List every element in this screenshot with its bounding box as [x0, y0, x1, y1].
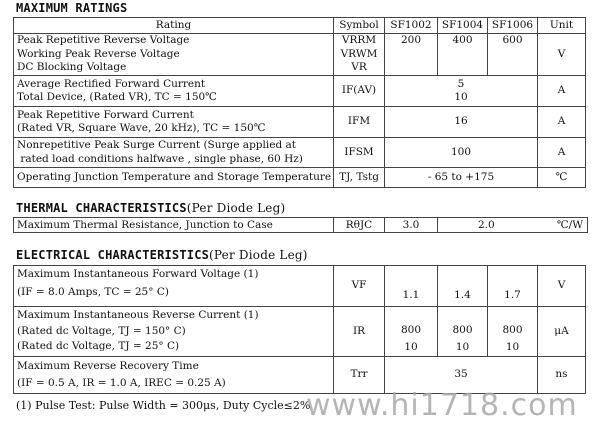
value-cell: 1.1	[385, 266, 438, 307]
table-row	[14, 218, 588, 233]
symbol-cell: IF(AV)	[334, 76, 385, 107]
value-cell: 5 10	[385, 76, 538, 107]
rating-cell: Nonrepetitive Peak Surge Current (Surge applied at rated load conditions halfwave , single phase, 60 Hz)	[14, 138, 334, 168]
max-ratings-heading: MAXIMUM RATINGS	[16, 1, 128, 15]
watermark: www.hi1718.com	[306, 388, 578, 423]
value-cell: 800 10	[488, 307, 538, 357]
table-row	[14, 138, 586, 168]
thermal-table	[13, 217, 588, 233]
value-cell: 100	[385, 138, 538, 168]
value-cell: 600	[488, 34, 538, 76]
rating-cell: Maximum Instantaneous Forward Voltage (1) (IF = 8.0 Amps, TC = 25° C)	[14, 266, 334, 307]
rating-cell: Peak Repetitive Forward Current (Rated VR, Square Wave, 20 kHz), TC = 150℃	[14, 107, 334, 138]
symbol-cell: RθJC	[334, 218, 385, 233]
unit-cell: μA	[538, 307, 586, 357]
col-header-sf1004: SF1004	[438, 18, 488, 34]
rating-cell: Maximum Thermal Resistance, Junction to Case	[14, 218, 334, 233]
rating-cell: Maximum Reverse Recovery Time (IF = 0.5 A, IR = 1.0 A, IREC = 0.25 A)	[14, 357, 334, 394]
value-cell: - 65 to +175	[385, 168, 538, 188]
col-header-sf1006: SF1006	[488, 18, 538, 34]
symbol-cell: VRRM VRWM VR	[334, 34, 385, 76]
rating-cell: Maximum Instantaneous Reverse Current (1) (Rated dc Voltage, TJ = 150° C) (Rated dc Voltage, TJ = 25° C)	[14, 307, 334, 357]
table-row	[14, 168, 586, 188]
value-cell: 800 10	[385, 307, 438, 357]
col-header-sf1002: SF1002	[385, 18, 438, 34]
electrical-table	[13, 265, 586, 394]
max-ratings-table	[13, 17, 586, 188]
value-cell: 1.7	[488, 266, 538, 307]
value-cell: 3.0	[385, 218, 438, 233]
unit-cell: A	[538, 107, 586, 138]
symbol-cell: TJ, Tstg	[334, 168, 385, 188]
table-row	[14, 34, 586, 76]
value-cell: 400	[438, 34, 488, 76]
value-cell: 16	[385, 107, 538, 138]
unit-cell: A	[538, 76, 586, 107]
value-cell: 35	[385, 357, 538, 394]
rating-cell: Average Rectified Forward Current Total Device, (Rated VR), TC = 150℃	[14, 76, 334, 107]
table-row	[14, 266, 586, 307]
symbol-cell: Trr	[334, 357, 385, 394]
symbol-cell: IFM	[334, 107, 385, 138]
unit-cell: ℃	[538, 168, 586, 188]
col-header-symbol: Symbol	[334, 18, 385, 34]
unit-cell: V	[538, 34, 586, 76]
value-cell: 2.0 ℃/W	[438, 218, 588, 233]
unit-cell: ns	[538, 357, 586, 394]
symbol-cell: VF	[334, 266, 385, 307]
value-cell: 800 10	[438, 307, 488, 357]
rating-cell: Peak Repetitive Reverse Voltage Working Peak Reverse Voltage DC Blocking Voltage	[14, 34, 334, 76]
symbol-cell: IFSM	[334, 138, 385, 168]
table-row	[14, 307, 586, 357]
rating-cell: Operating Junction Temperature and Storage Temperature	[14, 168, 334, 188]
table-row	[14, 107, 586, 138]
electrical-heading: ELECTRICAL CHARACTERISTICS(Per Diode Leg)	[16, 248, 308, 262]
col-header-unit: Unit	[538, 18, 586, 34]
unit-cell: ℃/W	[556, 219, 583, 231]
electrical-subheading: (Per Diode Leg)	[209, 248, 308, 262]
unit-cell: V	[538, 266, 586, 307]
value-cell: 1.4	[438, 266, 488, 307]
value-cell: 200	[385, 34, 438, 76]
pulse-test-footnote: (1) Pulse Test: Pulse Width = 300μs, Duty Cycle≤2%	[16, 399, 311, 412]
table-row	[14, 76, 586, 107]
symbol-cell: IR	[334, 307, 385, 357]
thermal-subheading: (Per Diode Leg)	[186, 201, 286, 215]
unit-cell: A	[538, 138, 586, 168]
thermal-heading: THERMAL CHARACTERISTICS(Per Diode Leg)	[16, 201, 286, 215]
col-header-rating: Rating	[14, 18, 334, 34]
